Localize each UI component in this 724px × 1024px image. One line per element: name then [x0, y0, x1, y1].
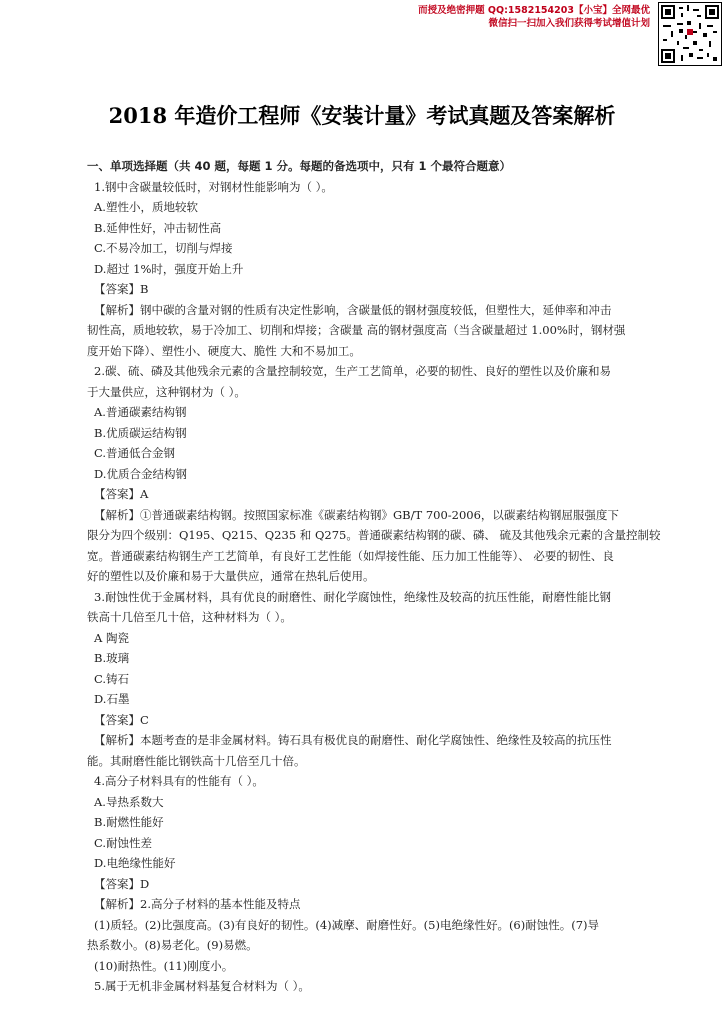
- text-line: 【解析】钢中碳的含量对钢的性质有决定性影响，含碳量低的钢材强度较低，但塑性大，延伸率和冲击: [94, 302, 612, 317]
- text-line: 【答案】A: [94, 487, 149, 501]
- text-line: D.优质合金结构钢: [94, 466, 187, 481]
- header-promo: [350, 4, 650, 30]
- text-line: C.普通低合金钢: [94, 446, 176, 460]
- text-line: A.普通碳素结构钢: [94, 405, 187, 419]
- text-line: 3.耐蚀性优于金属材料，具有优良的耐磨性、耐化学腐蚀性，绝缘性及较高的抗压性能，耐磨性能比钢: [94, 589, 611, 604]
- text-line: 【解析】①普通碳素结构钢。按照国家标准《碳素结构钢》GB/T 700-2006，以碳素结构钢屈服强度下: [94, 507, 619, 522]
- document-body: [87, 156, 665, 997]
- text-line: 【答案】B: [94, 282, 149, 296]
- text-line: B.优质碳运结构钢: [94, 425, 187, 440]
- text-line: 热系数小。(8)易老化。(9)易燃。: [87, 938, 258, 952]
- text-line: 韧性高，质地较软，易于冷加工、切削和焊接；含碳量 高的钢材强度高（当含碳量超过 1.00%时，钢材强: [87, 323, 626, 337]
- text-line: C.不易冷加工，切削与焊接: [94, 241, 233, 255]
- promo-line-1: 而授及绝密押题 QQ:1582154203【小宝】全网最优: [418, 5, 650, 16]
- text-line: 铁高十几倍至几十倍，这种材料为（ ）。: [87, 610, 292, 624]
- text-line: 【答案】D: [94, 876, 150, 891]
- text-line: 5.属于无机非金属材料基复合材料为（ ）。: [94, 979, 310, 993]
- promo-line-2: 微信扫一扫加入我们获得考试增值计划: [488, 18, 650, 29]
- text-line: 于大量供应，这种钢材为（ ）。: [87, 384, 246, 399]
- text-line: 4.高分子材料具有的性能有（ ）。: [94, 774, 264, 788]
- text-line: 【答案】C: [94, 712, 149, 727]
- text-line: A 陶瓷: [94, 630, 129, 645]
- text-line: A.导热系数大: [94, 794, 164, 809]
- text-line: 【解析】2.高分子材料的基本性能及特点: [94, 897, 301, 911]
- text-line: 【解析】本题考查的是非金属材料。铸石具有极优良的耐磨性、耐化学腐蚀性、绝缘性及较高的抗压性: [94, 733, 612, 747]
- text-line: A.塑性小，质地较软: [94, 200, 198, 214]
- text-line: 好的塑性以及价廉和易于大量供应，通常在热轧后使用。: [87, 569, 375, 583]
- text-line: 限分为四个级别：Q195、Q215、Q235 和 Q275。普通碳素结构钢的碳、磷、 硫及其他残余元素的含量控制较: [87, 528, 661, 542]
- text-line: 1.钢中含碳量较低时，对钢材性能影响为（ ）。: [94, 179, 333, 194]
- document-title: 2018 年造价工程师《安装计量》考试真题及答案解析: [108, 103, 616, 128]
- text-line: B.耐燃性能好: [94, 815, 164, 829]
- text-line: 2.碳、硫、磷及其他残余元素的含量控制较宽，生产工艺简单，必要的韧性、良好的塑性以及价廉和易: [94, 364, 611, 378]
- qr-code-icon: [658, 2, 722, 66]
- text-line: 能。其耐磨性能比钢铁高十几倍至几十倍。: [87, 753, 306, 768]
- text-line: 度开始下降）、塑性小、硬度大、脆性 大和不易加工。: [87, 343, 361, 358]
- text-line: B.玻璃: [94, 651, 130, 665]
- text-line: B.延伸性好，冲击韧性高: [94, 220, 222, 235]
- text-line: D.石墨: [94, 692, 130, 706]
- text-line: 宽。普通碳素结构钢生产工艺简单，有良好工艺性能（如焊接性能、压力加工性能等）、 必要的韧性、良: [87, 548, 614, 563]
- text-line: D.超过 1%时，强度开始上升: [94, 261, 244, 276]
- section-heading: 一、单项选择题（共 40 题，每题 1 分。每题的备选项中，只有 1 个最符合题意）: [87, 159, 512, 173]
- text-line: D.电绝缘性能好: [94, 856, 176, 870]
- text-line: (10)耐热性。(11)刚度小。: [94, 958, 234, 973]
- text-line: (1)质轻。(2)比强度高。(3)有良好的韧性。(4)减摩、耐磨性好。(5)电绝缘性好。(6)耐蚀性。(7)导: [94, 917, 600, 932]
- text-line: C.耐蚀性差: [94, 835, 153, 850]
- text-line: C.铸石: [94, 671, 130, 686]
